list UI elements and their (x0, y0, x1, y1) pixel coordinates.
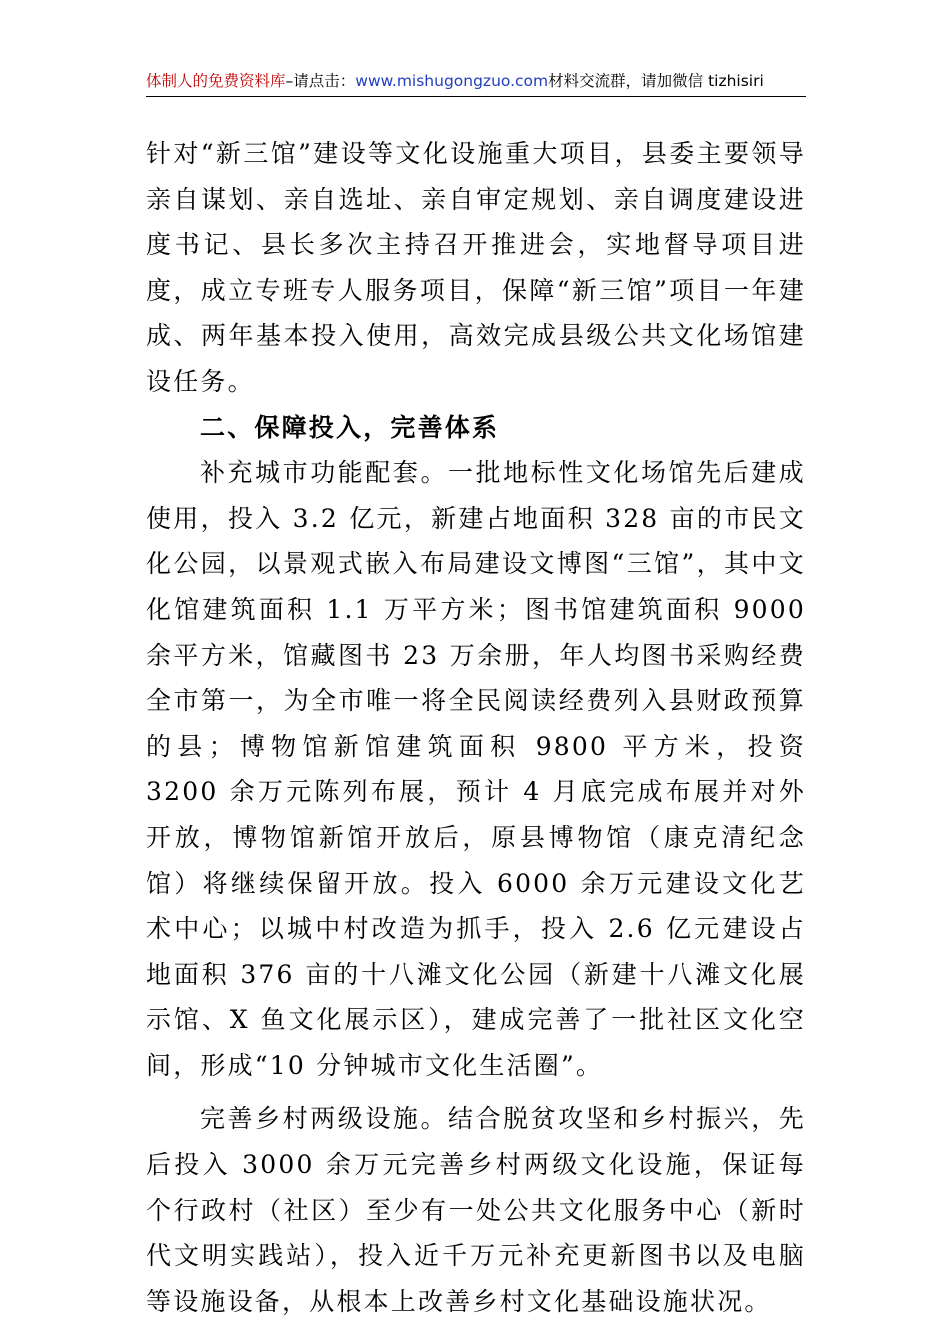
paragraph-rural-facilities: 完善乡村两级设施。结合脱贫攻坚和乡村振兴，先后投入 3000 余万元完善乡村两级文化设施，保证每个行政村（社区）至少有一处公共文化服务中心（新时代文明实践站），投入近千万元补充更新图书以及电脑等设施设备，从根本上改善乡村文化基础设施状况。 (146, 1104, 806, 1316)
header-contact: 材料交流群，请加微信 tizhisiri (548, 72, 764, 90)
header-prompt: –请点击： (285, 72, 356, 90)
header-website-link[interactable]: www.mishugongzuo.com (355, 72, 549, 90)
header-brand: 体制人的免费资料库 (146, 72, 286, 90)
page-header (146, 66, 806, 97)
section-heading-2: 二、保障投入，完善体系 (200, 412, 500, 442)
document-body (146, 131, 806, 1324)
paragraph-urban-facilities: 补充城市功能配套。一批地标性文化场馆先后建成使用，投入 3.2 亿元，新建占地面积 328 亩的市民文化公园，以景观式嵌入布局建设文博图“三馆”，其中文化馆建筑面积 1.1 万平方米；图书馆建筑面积 9000 余平方米，馆藏图书 23 万余册，年人均图书采购经费全市第一，为全市唯一将全民阅读经费列入县财政预算的县；博物馆新馆建筑面积 9800 平方米，投资 3200 余万元陈列布展，预计 4 月底完成布展并对外开放，博物馆新馆开放后，原县博物馆（康克清纪念馆）将继续保留开放。投入 6000 余万元建设文化艺术中心；以城中村改造为抓手，投入 2.6 亿元建设占地面积 376 亩的十八滩文化公园（新建十八滩文化展示馆、X 鱼文化展示区），建成完善了一批社区文化空间，形成“10 分钟城市文化生活圈”。 (146, 458, 806, 1080)
paragraph-project-leadership: 针对“新三馆”建设等文化设施重大项目，县委主要领导亲自谋划、亲自选址、亲自审定规划、亲自调度建设进度书记、县长多次主持召开推进会，实地督导项目进度，成立专班专人服务项目，保障“新三馆”项目一年建成、两年基本投入使用，高效完成县级公共文化场馆建设任务。 (146, 139, 806, 396)
